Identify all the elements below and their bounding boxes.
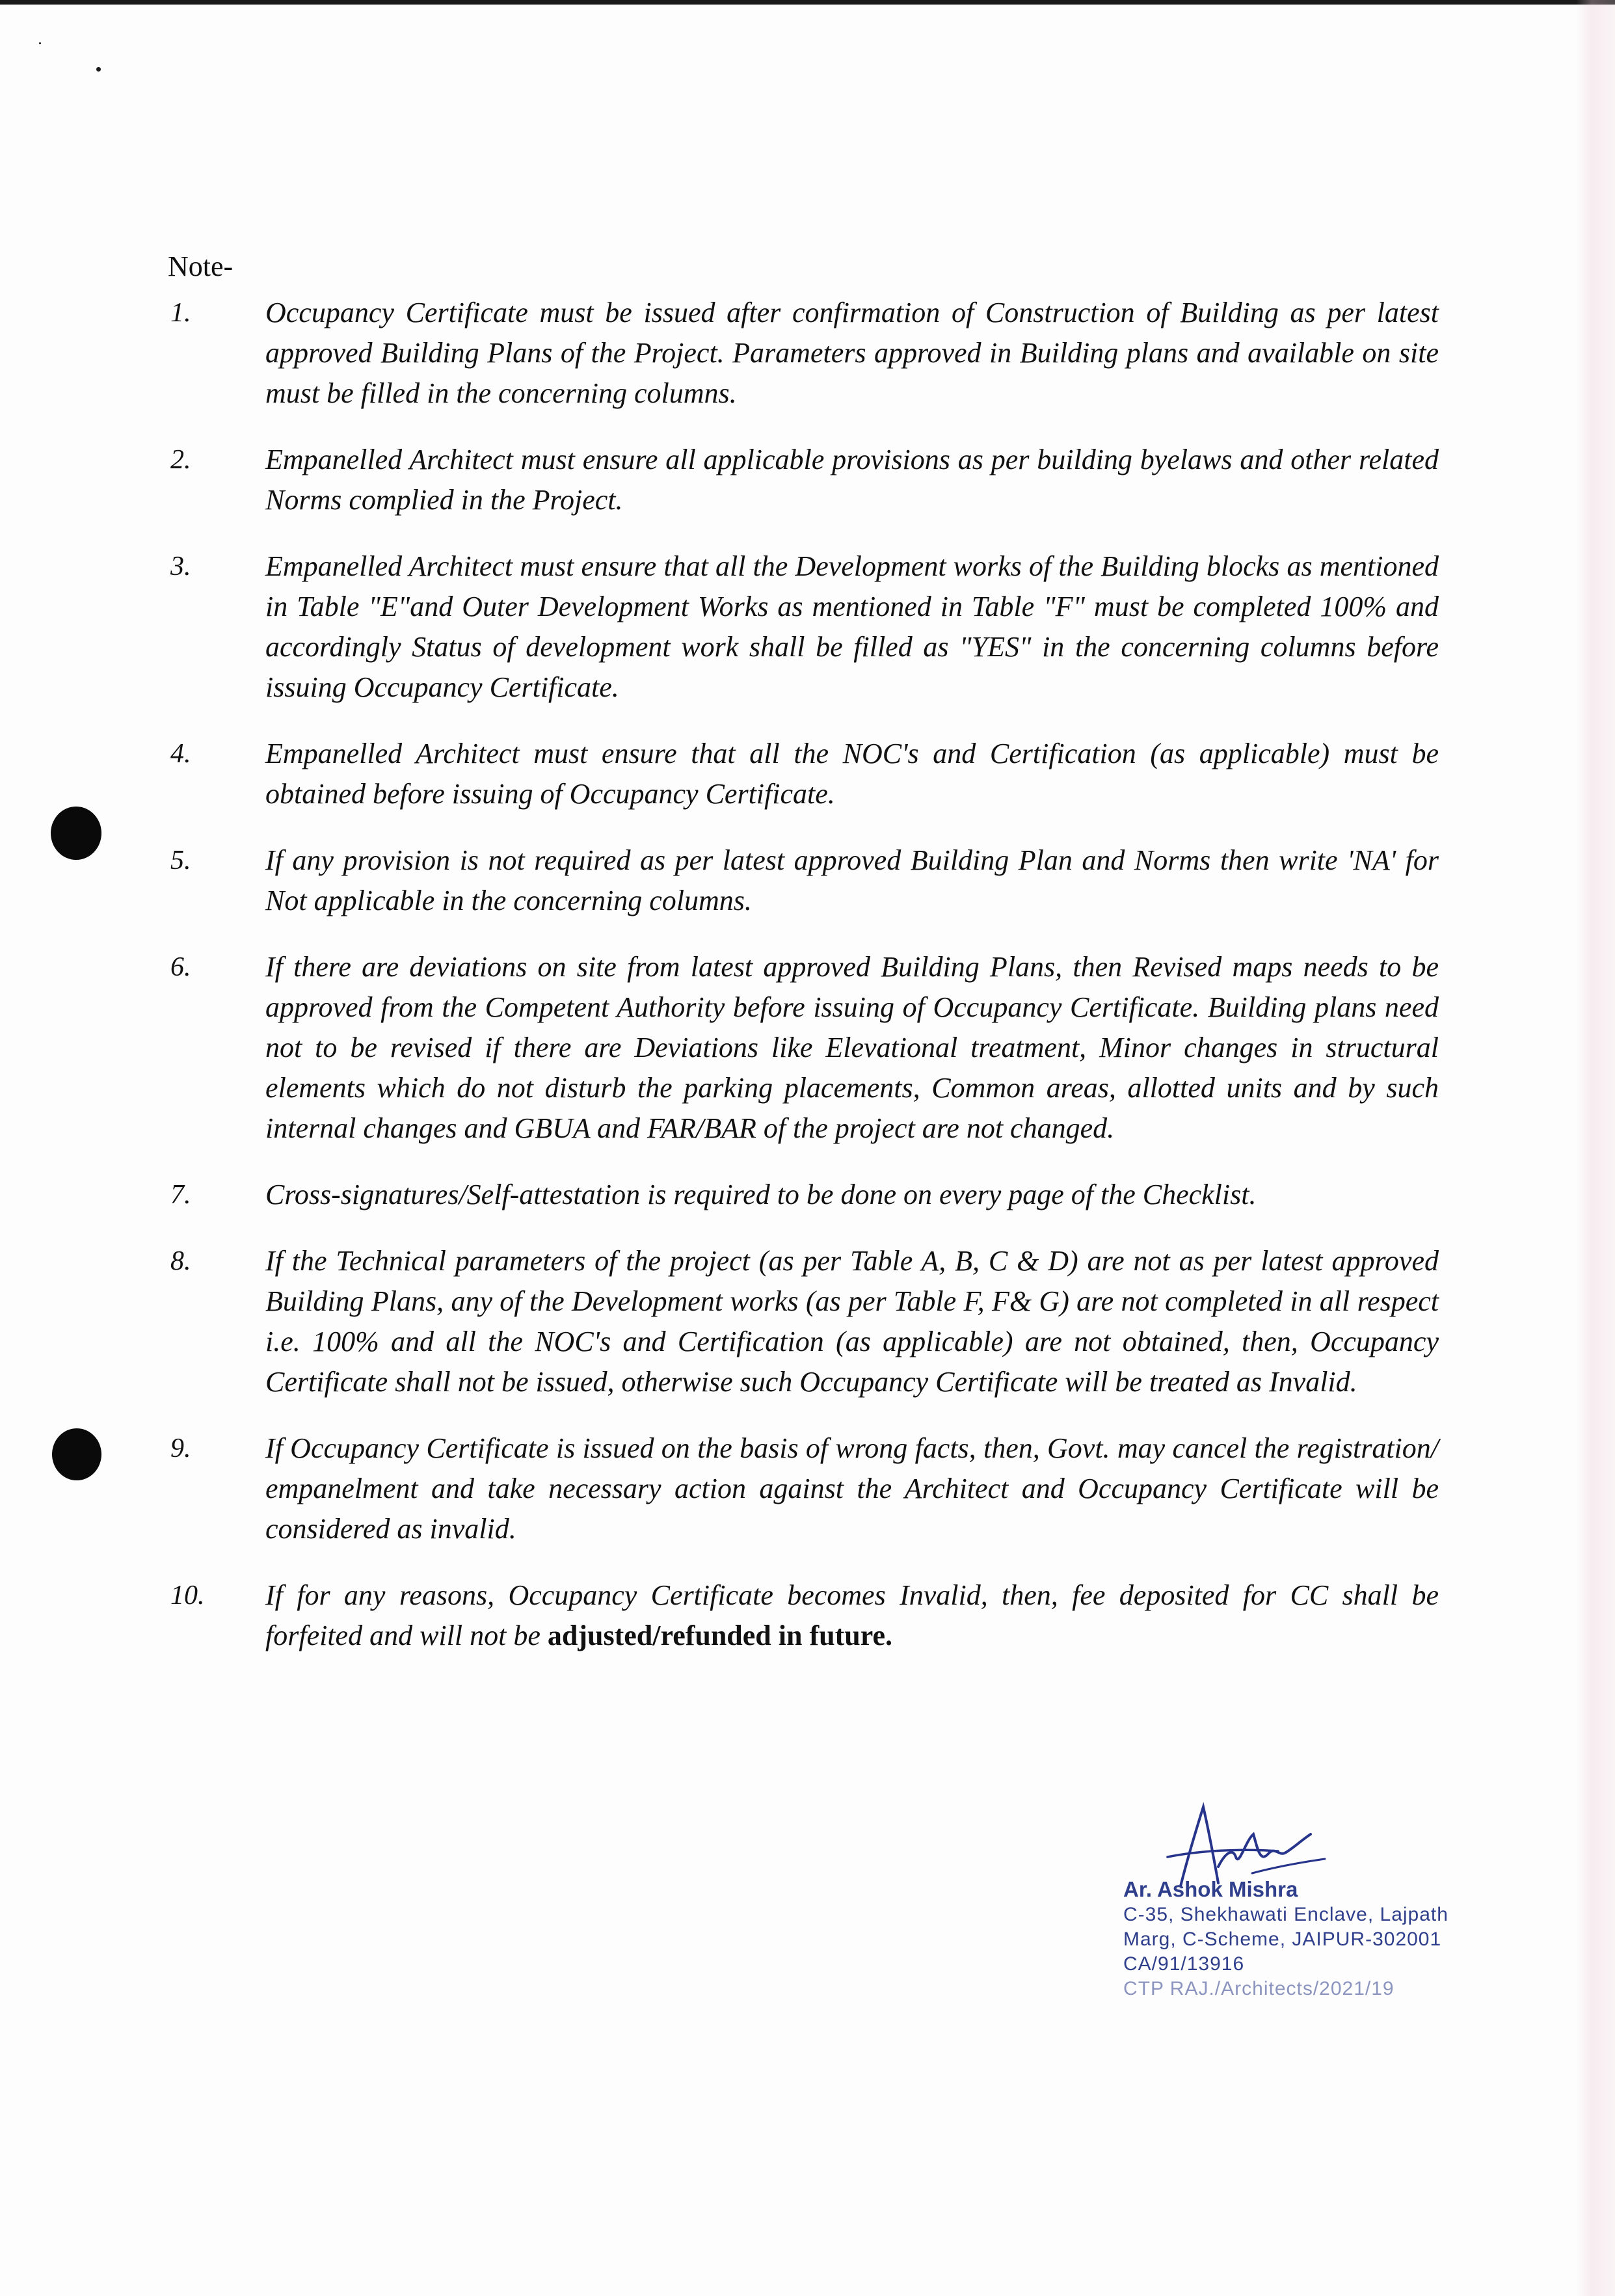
- punch-hole-lower: [52, 1428, 101, 1480]
- note-text: [265, 840, 1439, 921]
- scan-speck: [39, 42, 41, 44]
- note-item-1: [170, 293, 1439, 414]
- scan-speck: [96, 67, 101, 72]
- note-text: [265, 734, 1439, 814]
- note-body: Empanelled Architect must ensure that all the NOC's and Certification (as applicable) must be obtained before issuing of Occupancy Certificate.: [265, 738, 1439, 810]
- note-text: [265, 546, 1439, 708]
- note-number: 1.: [170, 298, 191, 328]
- note-number: 2.: [170, 445, 191, 475]
- note-body: Occupancy Certificate must be issued after confirmation of Construction of Building as per latest approved Building Plans of the Project. Parameters approved in Building plans and available on site must be filled in the concerning columns.: [265, 297, 1439, 409]
- note-item-4: [170, 734, 1439, 814]
- scan-top-edge: [0, 0, 1615, 5]
- stamp-address-line-2: Marg, C-Scheme, JAIPUR-302001: [1123, 1929, 1442, 1950]
- note-text: [265, 947, 1439, 1149]
- scan-edge-tint: [1576, 0, 1615, 2296]
- note-text: [265, 1428, 1439, 1549]
- architect-stamp: [1123, 1876, 1514, 2001]
- note-number: 5.: [170, 846, 191, 875]
- stamp-ctp-number: CTP RAJ./Architects/2021/19: [1123, 1978, 1395, 1999]
- note-number: 10.: [170, 1581, 205, 1610]
- note-body: Cross-signatures/Self-attestation is required to be done on every page of the Checklist.: [265, 1179, 1257, 1210]
- note-number: 7.: [170, 1180, 191, 1210]
- note-item-5: [170, 840, 1439, 921]
- note-item-2: [170, 440, 1439, 520]
- note-text: [265, 1241, 1439, 1402]
- note-heading: Note-: [168, 250, 234, 282]
- note-body: If there are deviations on site from latest approved Building Plans, then Revised maps needs to be approved from the Competent Authority before issuing of Occupancy Certificate. Building plans need not to be revised if there are Deviations like Elevational treatment, Minor changes in structural elements which do not disturb the parking placements, Common areas, allotted units and by such internal changes and GBUA and FAR/BAR of the project are not changed.: [265, 951, 1439, 1144]
- note-number: 6.: [170, 952, 191, 982]
- note-item-3: [170, 546, 1439, 708]
- note-text: [265, 293, 1439, 414]
- note-item-8: [170, 1241, 1439, 1402]
- stamp-registration: CA/91/13916: [1123, 1953, 1245, 1975]
- note-item-7: [170, 1175, 1439, 1215]
- note-text: [265, 1575, 1439, 1656]
- note-text: [265, 440, 1439, 520]
- stamp-address-line-1: C-35, Shekhawati Enclave, Lajpath: [1123, 1904, 1448, 1925]
- note-body: If Occupancy Certificate is issued on the basis of wrong facts, then, Govt. may cancel the registration/ empanelment and take necessary action against the Architect and Occupancy Certificate will be considered as invalid.: [265, 1432, 1439, 1545]
- note-body: Empanelled Architect must ensure all applicable provisions as per building byelaws and other related Norms complied in the Project.: [265, 444, 1439, 516]
- note-number: 4.: [170, 739, 191, 769]
- note-body: If for any reasons, Occupancy Certificate becomes Invalid, then, fee deposited for CC shall be forfeited and will not be: [265, 1579, 1439, 1651]
- note-item-10: [170, 1575, 1439, 1656]
- note-body: Empanelled Architect must ensure that all the Development works of the Building blocks as mentioned in Table "E"and Outer Development Works as mentioned in Table "F" must be completed 100% and accordingly Status of development work shall be filled as "YES" in the concerning columns before issuing Occupancy Certificate.: [265, 550, 1439, 703]
- punch-hole-upper: [51, 807, 101, 860]
- note-item-6: [170, 947, 1439, 1149]
- note-number: 8.: [170, 1246, 191, 1276]
- note-body: If the Technical parameters of the project (as per Table A, B, C & D) are not as per latest approved Building Plans, any of the Development works (as per Table F, F& G) are not completed in all respect i.e. 100% and all the NOC's and Certification (as applicable) are not obtained, then, Occupancy Certificate shall not be issued, otherwise such Occupancy Certificate will be treated as Invalid.: [265, 1245, 1439, 1398]
- note-text: [265, 1175, 1439, 1215]
- note-item-9: [170, 1428, 1439, 1549]
- note-number: 9.: [170, 1434, 191, 1463]
- note-number: 3.: [170, 552, 191, 581]
- notes-list: [170, 293, 1439, 1682]
- signature-block: [1122, 1795, 1512, 2029]
- note-body: If any provision is not required as per latest approved Building Plan and Norms then write 'NA' for Not applicable in the concerning columns.: [265, 844, 1439, 916]
- stamp-name: Ar. Ashok Mishra: [1123, 1877, 1298, 1901]
- note-body-upright: adjusted/refunded in future.: [547, 1620, 892, 1651]
